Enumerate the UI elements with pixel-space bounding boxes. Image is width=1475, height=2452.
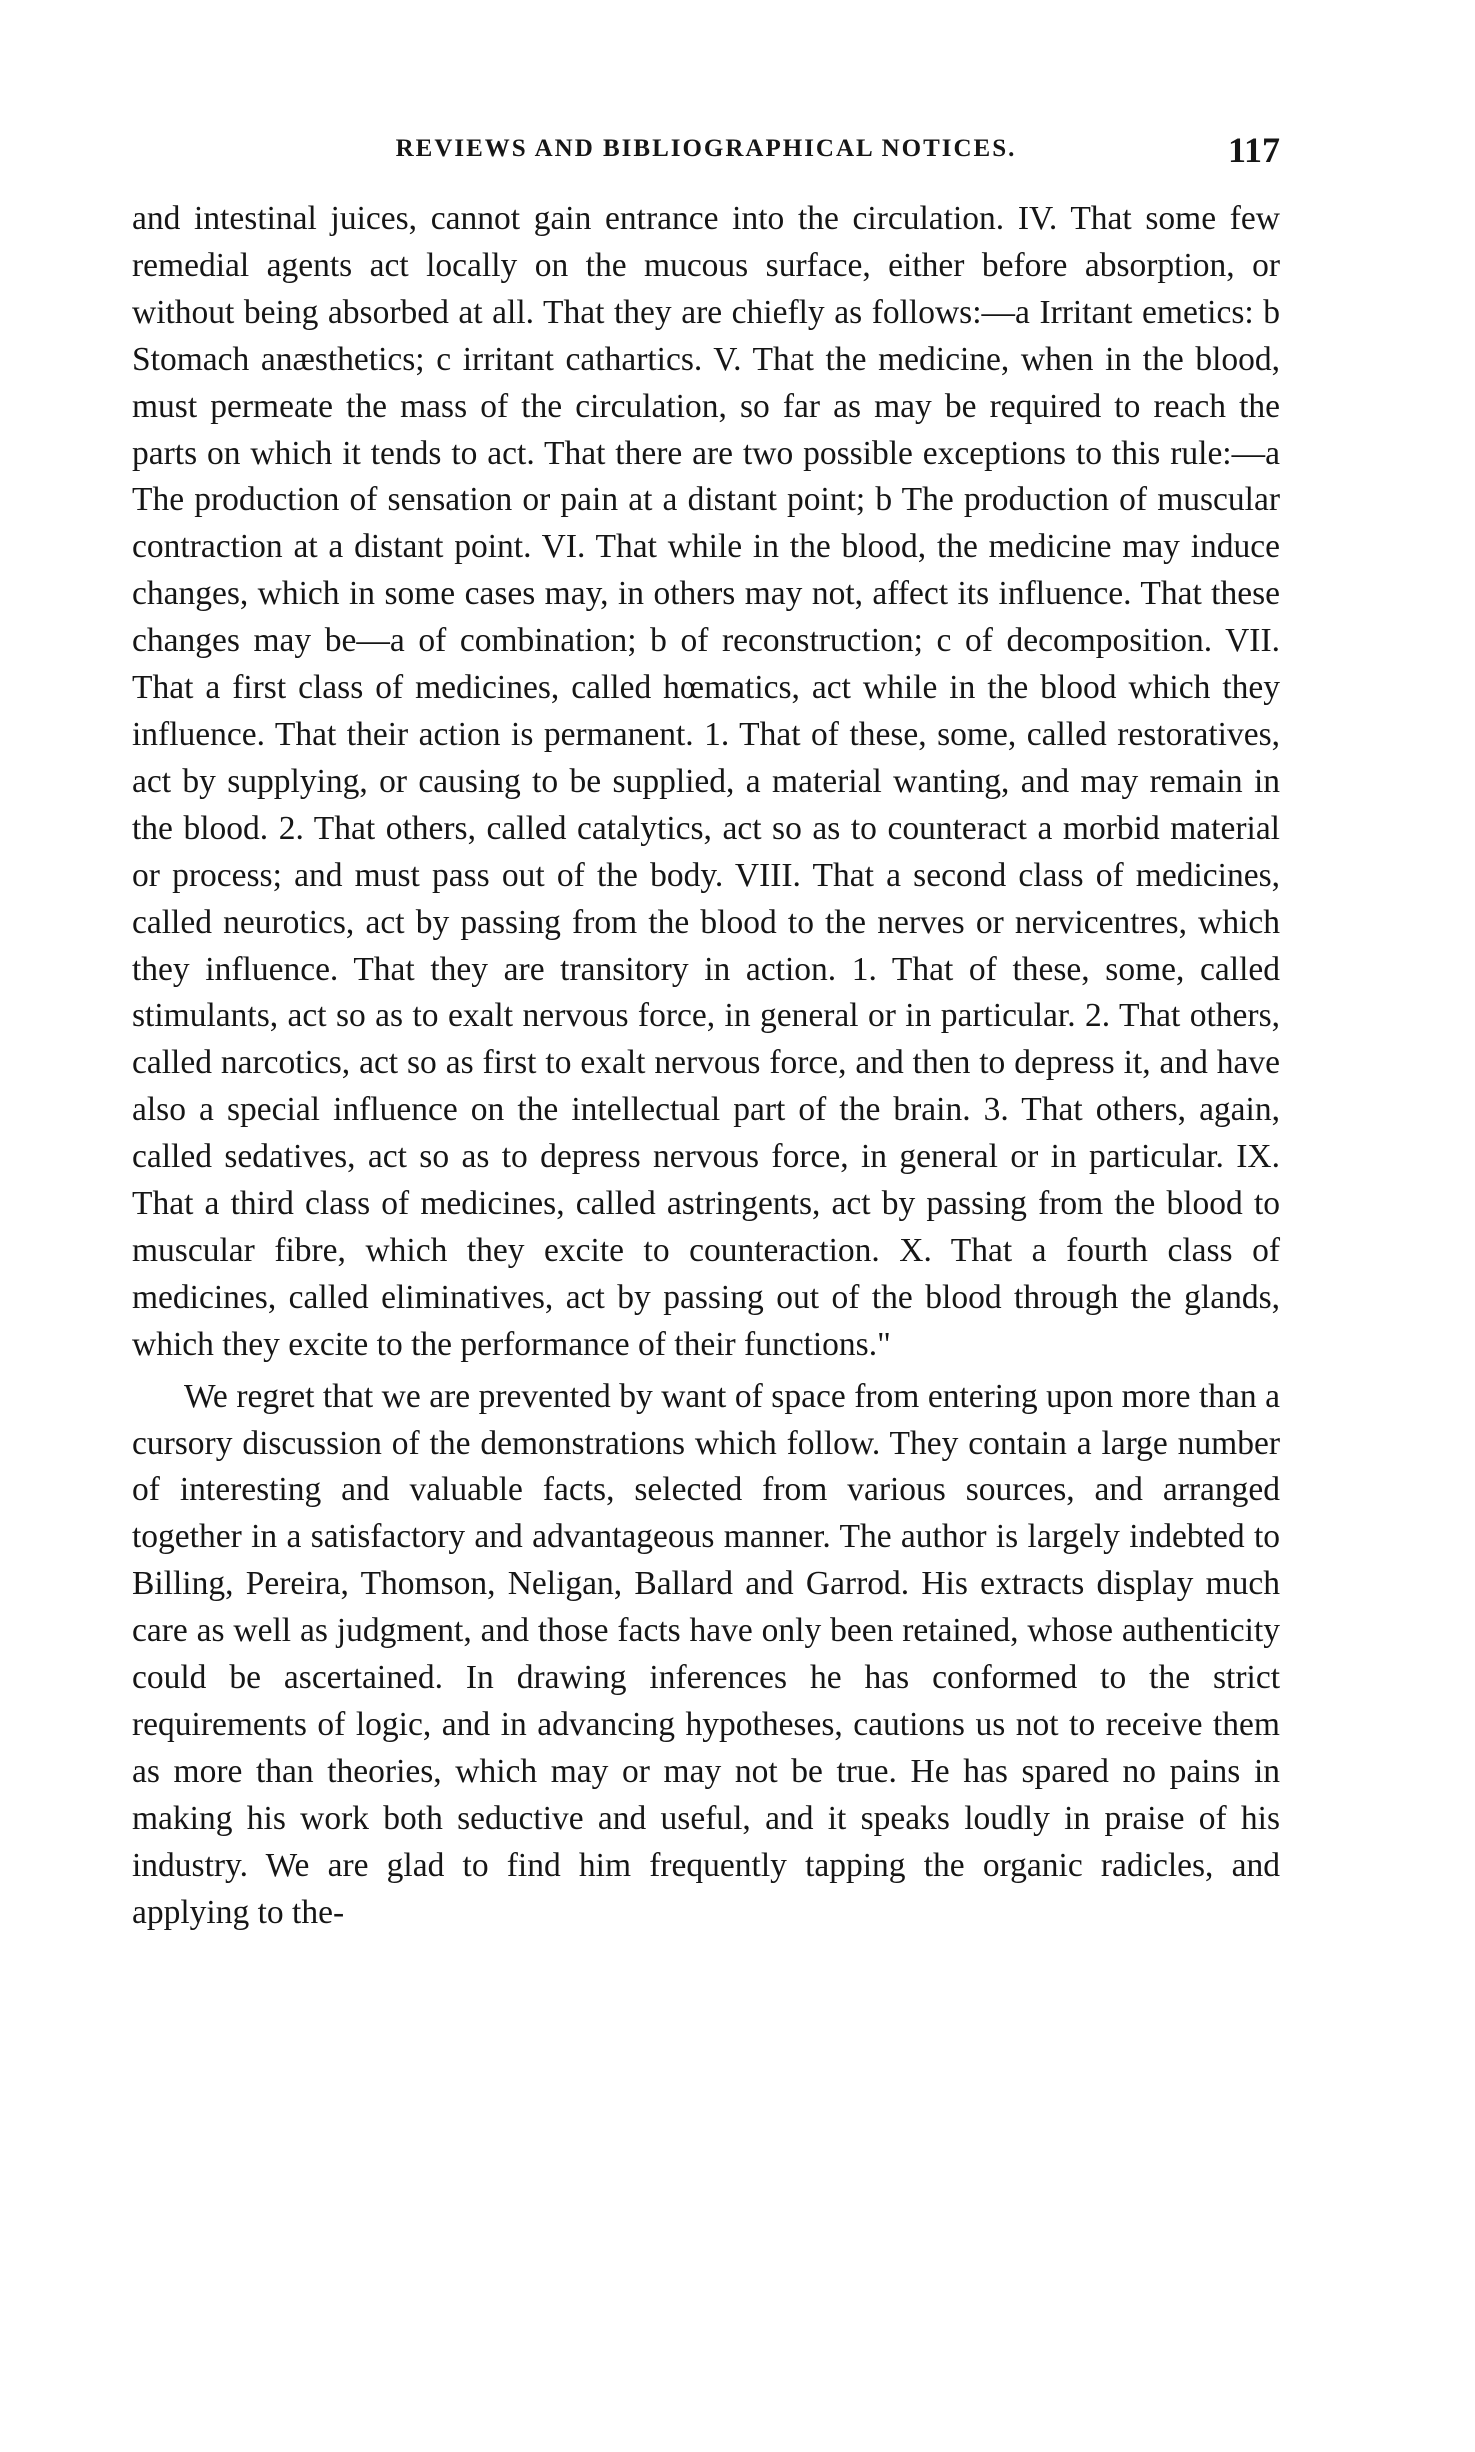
running-head bbox=[132, 130, 1280, 175]
running-title: REVIEWS AND BIBLIOGRAPHICAL NOTICES. bbox=[395, 135, 1017, 162]
paragraph-continued: and intestinal juices, cannot gain entrance into the circulation. IV. That some few remedial agents act locally on the mucous surface, either before absorption, or without being absorbed at all. That they are chiefly as follows:—a Irritant emetics: b Stomach anæsthetics; c irritant cathartics. V. That the medicine, when in the blood, must permeate the mass of the circulation, so far as may be required to reach the parts on which it tends to act. That there are two possible exceptions to this rule:—a The production of sensation or pain at a distant point; b The production of muscular contraction at a distant point. VI. That while in the blood, the medicine may induce changes, which in some cases may, in others may not, affect its influence. That these changes may be—a of combination; b of reconstruction; c of decomposition. VII. That a first class of medicines, called hœmatics, act while in the blood which they influence. That their action is permanent. 1. That of these, some, called restoratives, act by supplying, or causing to be supplied, a material wanting, and may remain in the blood. 2. That others, called catalytics, act so as to counteract a morbid material or process; and must pass out of the body. VIII. That a second class of medicines, called neurotics, act by passing from the blood to the nerves or nervicentres, which they influence. That they are transitory in action. 1. That of these, some, called stimulants, act so as to exalt nervous force, in general or in particular. 2. That others, called narcotics, act so as first to exalt nervous force, and then to depress it, and have also a special influence on the intellectual part of the brain. 3. That others, again, called sedatives, act so as to depress nervous force, in general or in particular. IX. That a third class of medicines, called astringents, act by passing from the blood to muscular fibre, which they excite to counteraction. X. That a fourth class of medicines, called eliminatives, act by passing out of the blood through the glands, which they excite to the performance of their functions." bbox=[132, 200, 1280, 1363]
paragraph-review: We regret that we are prevented by want of space from entering upon more than a cursory discussion of the demonstrations which follow. They contain a large number of interesting and valuable facts, selected from various sources, and arranged together in a satisfactory and advantageous manner. The author is largely indebted to Billing, Pereira, Thomson, Neligan, Ballard and Garrod. His extracts display much care as well as judgment, and those facts have only been retained, whose authenticity could be ascertained. In drawing inferences he has conformed to the strict requirements of logic, and in advancing hypotheses, cautions us not to receive them as more than theories, which may or may not be true. He has spared no pains in making his work both seductive and useful, and it speaks loudly in praise of his industry. We are glad to find him frequently tapping the organic radicles, and applying to the- bbox=[132, 1377, 1280, 1931]
body-text bbox=[132, 196, 1280, 1937]
page-number: 117 bbox=[1227, 130, 1280, 170]
